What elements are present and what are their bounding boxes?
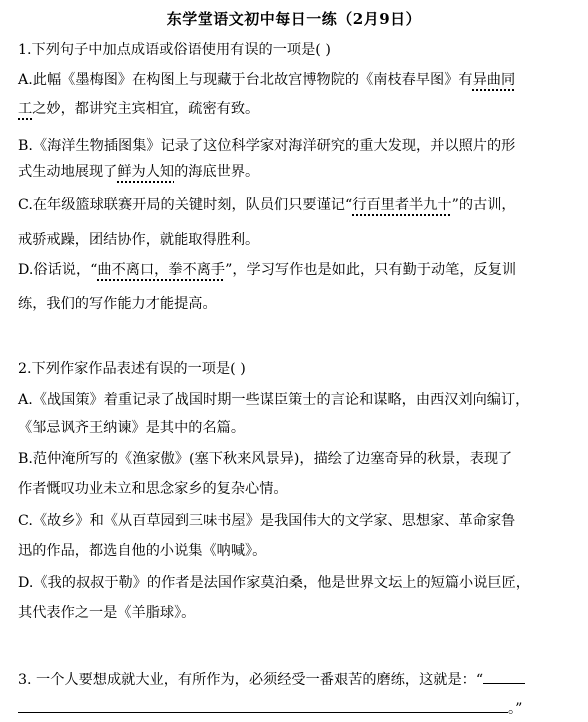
- q2-option-c-line1: C.《故乡》和《从百草园到三味书屋》是我国伟大的文学家、思想家、革命家鲁: [18, 513, 516, 529]
- q1-a-text: A.此幅《墨梅图》在构图上与现藏于台北故宫博物院的《南枝春早图》有: [18, 72, 473, 88]
- q2-option-b-line1: B.范仲淹所写的《渔家傲》(塞下秋来风景异)，描绘了边塞奇异的秋景，表现了: [18, 451, 513, 467]
- q2-option-a-line1: A.《战国策》着重记录了战国时期一些谋臣策士的言论和谋略，由西汉刘向编订，: [18, 392, 530, 408]
- q1-option-a-line2: [18, 99, 259, 119]
- q2-option-b-line2: 作者慨叹功业未立和思念家乡的复杂心情。: [18, 481, 288, 497]
- q1-option-d-line2: 练，我们的写作能力才能提高。: [18, 296, 217, 312]
- q1-a-text-end: 之妙，都讲究主宾相宜，疏密有致。: [32, 101, 260, 117]
- q2-option-d-line2: 其代表作之一是《羊脂球》。: [18, 605, 196, 621]
- q1-b-text-end: 的海底世界。: [174, 164, 260, 180]
- q1-a-dotted-idiom-end: 工: [18, 101, 33, 117]
- q1-option-b-line1: B.《海洋生物插图集》记录了这位科学家对海洋研究的重大发现，并以照片的形: [18, 138, 516, 154]
- q1-b-text: 式生动地展现了: [18, 164, 118, 180]
- q1-option-a-line1: [18, 70, 515, 90]
- q3-answer-blank-start[interactable]: [483, 669, 525, 684]
- q1-a-dotted-idiom: 异曲同: [472, 72, 516, 88]
- q3-end-quote: 。”: [508, 701, 523, 717]
- q1-option-b-line2: [18, 162, 259, 182]
- worksheet-title: 东学堂语文初中每日一练（2月9日）: [166, 10, 422, 28]
- q1-stem: 1.下列句子中加点成语或俗语使用有误的一项是( ): [18, 42, 331, 58]
- q1-c-text: C.在年级篮球联赛开局的关键时刻，队员们只要谨记“: [18, 197, 353, 213]
- q2-option-c-line2: 迅的作品，都选自他的小说集《呐喊》。: [18, 543, 267, 559]
- q2-option-d-line1: D.《我的叔叔于勒》的作者是法国作家莫泊桑，他是世界文坛上的短篇小说巨匠，: [18, 575, 530, 591]
- q2-stem: 2.下列作家作品表述有误的一项是( ): [18, 361, 246, 377]
- q2-option-a-line2: 《邹忌讽齐王纳谏》是其中的名篇。: [18, 420, 246, 436]
- q3-stem: 3. 一个人要想成就大业，有所作为，必须经受一番艰苦的磨练，这就是：“: [18, 672, 484, 688]
- q1-d-text-end: ”，学习写作也是如此，只有勤于动笔，反复训: [225, 262, 517, 278]
- q1-c-dotted-saying: 行百里者半九十: [352, 197, 452, 213]
- q1-option-d-line1: [18, 260, 516, 280]
- q3-answer-line: [18, 698, 522, 719]
- q1-option-c-line1: [18, 195, 516, 215]
- q3-stem-line: [18, 669, 525, 690]
- q1-d-dotted-saying: 曲不离口，拳不离手: [97, 262, 226, 278]
- q1-b-dotted-idiom: 鲜为人知: [117, 164, 175, 180]
- q1-d-text: D.俗话说，“: [18, 262, 98, 278]
- q1-c-text-end: ”的古训，: [451, 197, 516, 213]
- q3-answer-blank[interactable]: [18, 698, 508, 713]
- q1-option-c-line2: 戒骄戒躁，团结协作，就能取得胜利。: [18, 232, 260, 248]
